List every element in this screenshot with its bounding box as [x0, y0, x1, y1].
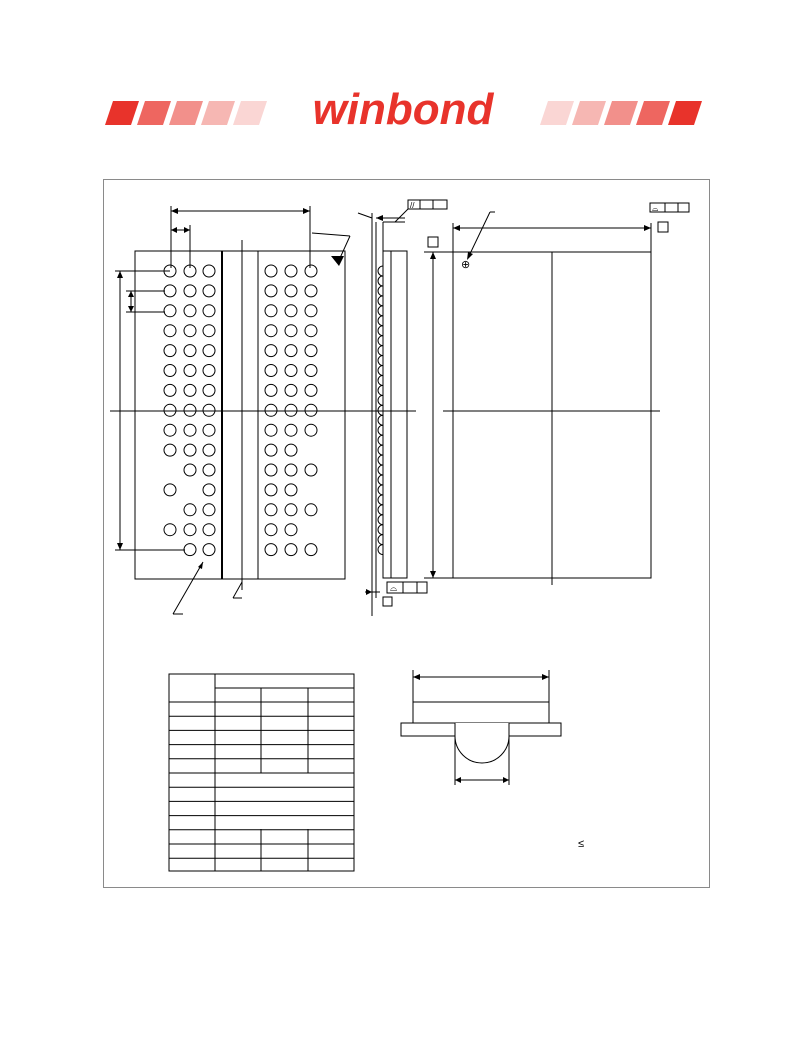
solder-ball [285, 404, 297, 416]
bottom-view [110, 206, 370, 614]
solder-ball [265, 444, 277, 456]
solder-ball [184, 444, 196, 456]
side-ball [378, 276, 383, 286]
solder-ball [265, 265, 277, 277]
solder-ball [285, 504, 297, 516]
solder-ball [203, 524, 215, 536]
side-ball [378, 375, 383, 385]
solder-ball [164, 424, 176, 436]
solder-ball [203, 265, 215, 277]
side-ball [378, 545, 383, 555]
solder-ball [305, 285, 317, 297]
side-ball [378, 395, 383, 405]
solder-ball [265, 464, 277, 476]
solder-ball [184, 345, 196, 357]
solder-ball [164, 285, 176, 297]
side-ball [378, 366, 383, 376]
dimension-table [169, 674, 354, 871]
solder-ball [285, 285, 297, 297]
solder-ball [184, 524, 196, 536]
solder-ball [203, 285, 215, 297]
solder-ball [265, 404, 277, 416]
ball-detail-view [401, 670, 584, 850]
datum-box-b [658, 222, 668, 232]
solder-ball [203, 325, 215, 337]
solder-ball [305, 424, 317, 436]
flatness-callout-bottom [383, 582, 427, 606]
side-ball [378, 266, 383, 276]
svg-text:⌓: ⌓ [390, 583, 398, 593]
side-ball [378, 475, 383, 485]
side-ball [378, 425, 383, 435]
solder-ball [184, 424, 196, 436]
solder-ball [265, 424, 277, 436]
side-ball [378, 485, 383, 495]
substrate-side [383, 251, 391, 578]
solder-ball [203, 384, 215, 396]
solder-ball [265, 305, 277, 317]
side-ball [378, 505, 383, 515]
svg-text:⌓: ⌓ [652, 204, 659, 213]
solder-ball [285, 524, 297, 536]
solder-ball [285, 325, 297, 337]
solder-ball [285, 424, 297, 436]
solder-ball [305, 404, 317, 416]
logo-text: winbond [312, 85, 494, 134]
solder-ball [164, 305, 176, 317]
solder-ball [305, 365, 317, 377]
solder-ball [285, 444, 297, 456]
solder-ball [285, 464, 297, 476]
solder-ball [203, 444, 215, 456]
solder-ball [285, 384, 297, 396]
side-ball [378, 346, 383, 356]
position-callout [461, 212, 495, 271]
solder-ball [265, 285, 277, 297]
mold-side [391, 251, 407, 578]
solder-ball [285, 544, 297, 556]
solder-ball [164, 444, 176, 456]
solder-ball [203, 484, 215, 496]
solder-ball [305, 265, 317, 277]
solder-ball [203, 544, 215, 556]
solder-ball [164, 404, 176, 416]
side-ball [378, 326, 383, 336]
side-ball [378, 286, 383, 296]
datum-box-a [428, 237, 438, 247]
side-ball [378, 435, 383, 445]
solder-ball [184, 305, 196, 317]
top-view [424, 203, 689, 585]
pin1-marker [331, 256, 344, 266]
svg-text://: // [410, 201, 415, 210]
solder-ball [285, 305, 297, 317]
solder-ball [184, 504, 196, 516]
side-ball [378, 385, 383, 395]
side-ball [378, 445, 383, 455]
solder-ball [184, 325, 196, 337]
side-ball [378, 535, 383, 545]
side-ball-row [378, 266, 383, 555]
solder-ball [305, 504, 317, 516]
solder-ball [203, 504, 215, 516]
svg-text:⊕: ⊕ [461, 259, 471, 271]
side-ball [378, 455, 383, 465]
solder-ball [265, 325, 277, 337]
ball-grid [164, 265, 317, 556]
solder-ball [285, 265, 297, 277]
solder-ball [265, 365, 277, 377]
solder-ball [305, 325, 317, 337]
flatness-callout-top [650, 203, 689, 213]
side-ball [378, 316, 383, 326]
solder-ball [164, 325, 176, 337]
side-ball [378, 465, 383, 475]
solder-ball [265, 544, 277, 556]
solder-ball [164, 484, 176, 496]
solder-ball [305, 384, 317, 396]
solder-ball [184, 365, 196, 377]
side-ball [378, 296, 383, 306]
solder-ball [265, 504, 277, 516]
side-ball [378, 415, 383, 425]
solder-ball [184, 464, 196, 476]
side-ball [378, 356, 383, 366]
side-ball [378, 336, 383, 346]
solder-ball [455, 723, 509, 763]
side-ball [378, 405, 383, 415]
solder-ball [265, 345, 277, 357]
side-ball [378, 306, 383, 316]
solder-ball [203, 305, 215, 317]
solder-ball [285, 365, 297, 377]
solder-ball [305, 345, 317, 357]
side-ball [378, 525, 383, 535]
solder-ball [305, 464, 317, 476]
solder-ball [203, 404, 215, 416]
solder-ball [164, 365, 176, 377]
solder-ball [265, 524, 277, 536]
solder-ball [203, 365, 215, 377]
solder-ball [164, 524, 176, 536]
solder-ball [184, 384, 196, 396]
solder-ball [265, 484, 277, 496]
solder-ball [184, 285, 196, 297]
solder-ball [305, 544, 317, 556]
solder-ball [184, 404, 196, 416]
ball-leader [173, 562, 203, 614]
parallelism-callout [395, 200, 447, 222]
solder-ball [184, 544, 196, 556]
solder-ball [265, 384, 277, 396]
solder-ball [164, 384, 176, 396]
solder-ball [305, 305, 317, 317]
side-ball [378, 495, 383, 505]
window-leader [233, 582, 242, 598]
solder-ball [164, 345, 176, 357]
solder-ball [285, 345, 297, 357]
side-view [358, 200, 447, 616]
side-ball [378, 515, 383, 525]
solder-ball [203, 424, 215, 436]
solder-ball [285, 484, 297, 496]
solder-ball [203, 464, 215, 476]
solder-ball [203, 345, 215, 357]
svg-text:≤: ≤ [578, 838, 585, 850]
